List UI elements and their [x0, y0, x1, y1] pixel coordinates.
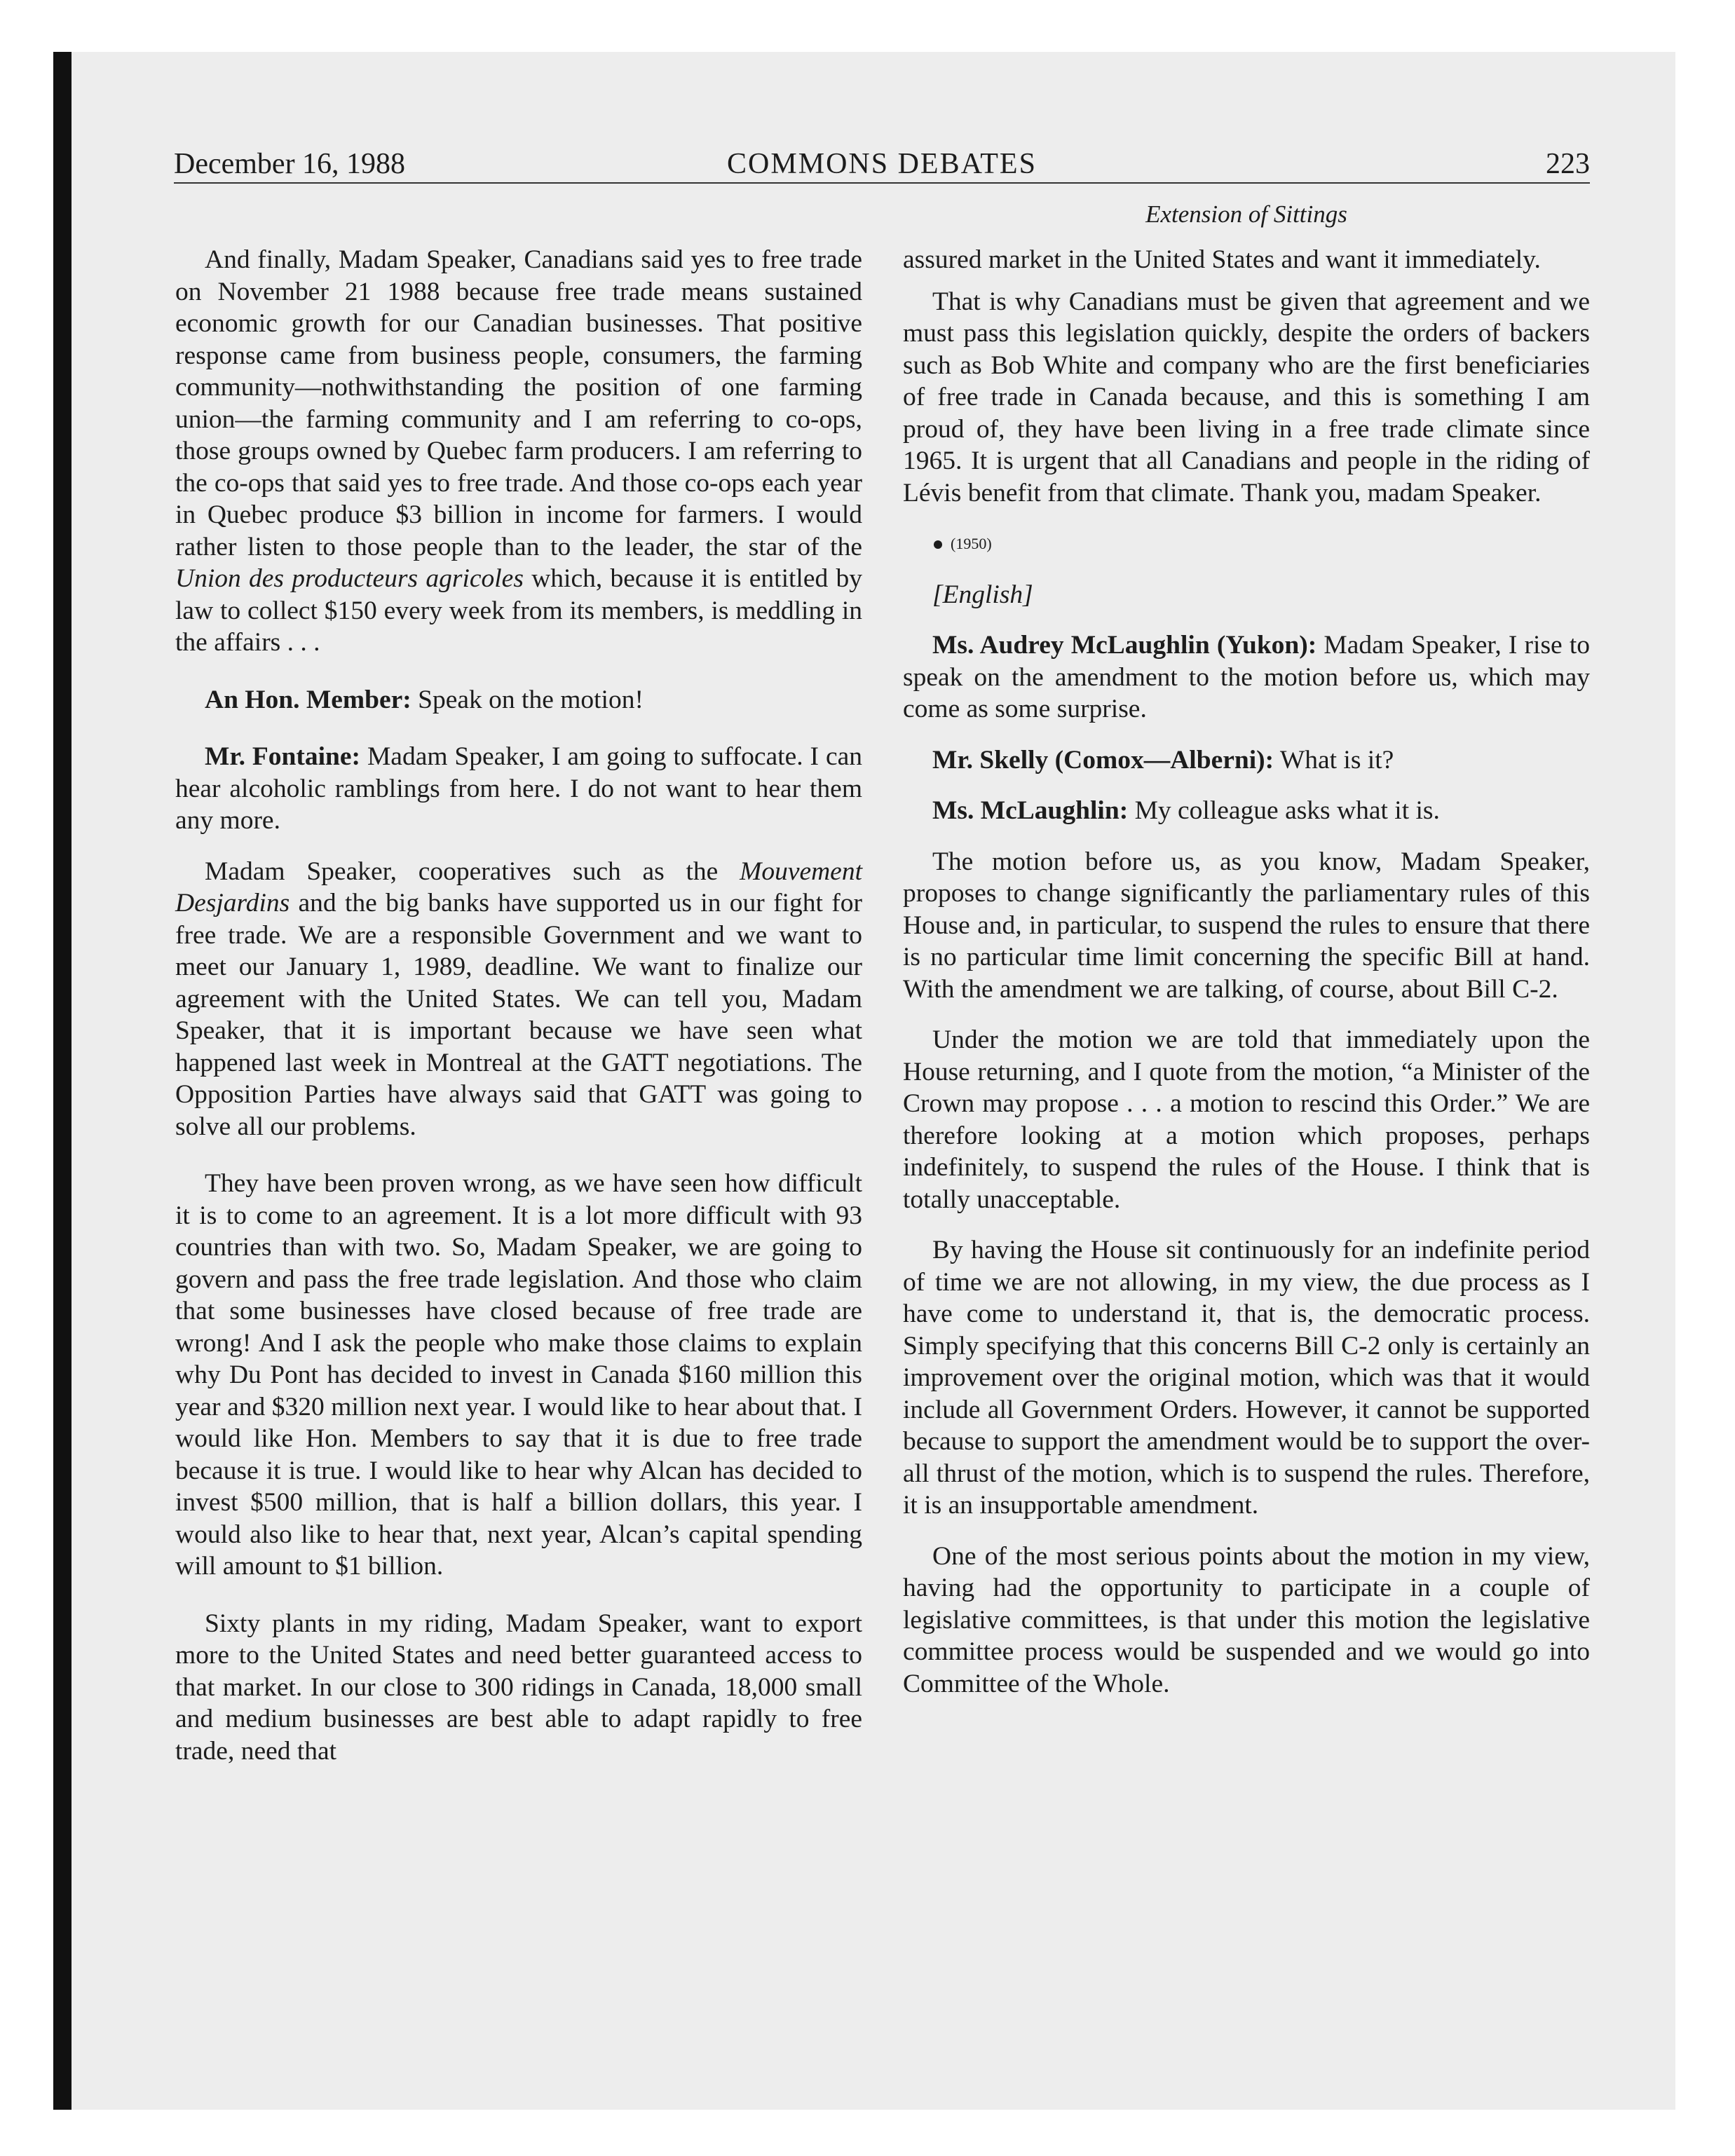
- italic-org-name: Union des producteurs agricoles: [175, 564, 524, 593]
- paragraph: That is why Canadians must be given that agreement and we must pass this legislation quickly, despite the orders of backers such as Bob White and company who are the first beneficiaries of free trade in Canada because, and this is something I am proud of, they have been living in a free trade climate since 1965. It is urgent that all Canadians and people in the riding of Lévis benefit from that climate. Thank you, madam Speaker.: [903, 287, 1590, 507]
- speech-mclaughlin: Ms. McLaughlin: My colleague asks what it is.: [932, 796, 1440, 825]
- paragraph: The motion before us, as you know, Madam Speaker, proposes to change significantly the parliamentary rules of this House and, in particular, to suspend the rules to ensure that there is no particular time limit concerning the specific Bill at hand. With the amendment we are talking, of course, about Bill C-2.: [903, 847, 1590, 1004]
- header-publication: COMMONS DEBATES: [727, 148, 1037, 180]
- speech-skelly: Mr. Skelly (Comox—Alberni): What is it?: [932, 745, 1394, 775]
- speaker-name: Mr. Fontaine:: [205, 742, 361, 771]
- scan-binding-edge: [53, 52, 72, 2110]
- language-marker: [English]: [932, 580, 1033, 609]
- header-date: December 16, 1988: [174, 148, 406, 180]
- header-page-number: 223: [1546, 148, 1590, 180]
- speaker-name: An Hon. Member:: [205, 685, 411, 714]
- speech-fontaine: Mr. Fontaine: Madam Speaker, I am going to suffocate. I can hear alcoholic ramblings from here. I do not want to hear them any more.: [175, 742, 862, 835]
- page-header: [174, 146, 1590, 184]
- paragraph: Sixty plants in my riding, Madam Speaker, want to export more to the United States and need better guaranteed access to that market. In our close to 300 ridings in Canada, 18,000 small and medium businesses are best able to adapt rapidly to free trade, need that: [175, 1609, 862, 1766]
- paragraph: Under the motion we are told that immediately upon the House returning, and I quote from the motion, “a Minister of the Crown may propose . . . a motion to rescind this Order.” We are therefore looking at a motion which proposes, perhaps indefinitely, to suspend the rules of the House. I think that is totally unacceptable.: [903, 1025, 1590, 1214]
- italic-org-name: Mouvement Desjardins: [175, 857, 862, 917]
- paragraph: assured market in the United States and want it immediately.: [903, 245, 1541, 274]
- section-title: Extension of Sittings: [1145, 200, 1347, 228]
- paragraph: By having the House sit continuously for an indefinite period of time we are not allowing, in my view, the due process as I have come to understand it, that is, the democratic process. Simply specifying that this concerns Bill C-2 only is certainly an improvement over the original motion, which was that it would include all Government Orders. However, it cannot be supported because to support the amendment would be to support the over-all thrust of the motion, which is to suspend the rules. Therefore, it is an insupportable amendment.: [903, 1236, 1590, 1520]
- speaker-name: Ms. Audrey McLaughlin (Yukon):: [932, 631, 1317, 660]
- paragraph: They have been proven wrong, as we have seen how difficult it is to come to an agreement. It is a lot more difficult with 93 countries than with two. So, Madam Speaker, we are going to govern and pass the free trade legislation. And those who claim that some businesses have closed because of free trade are wrong! And I ask the people who make those claims to explain why Du Pont has decided to invest in Canada $160 million this year and $320 million next year. I would like to hear about that. I would like Hon. Members to say that it is due to free trade because it is true. I would like to hear why Alcan has decided to invest $500 million, that is half a billion dollars, this year. I would also like to hear that, next year, Alcan’s capital spending will amount to $1 billion.: [175, 1169, 862, 1581]
- paragraph: And finally, Madam Speaker, Canadians said yes to free trade on November 21 1988 because free trade means sustained economic growth for our Canadian businesses. That positive response came from business people, consumers, the farming community—nothwithstanding the position of one farming union—the farming community and I am referring to co-ops, those groups owned by Quebec farm producers. I am referring to the co-ops that said yes to free trade. And those co-ops each year in Quebec produce $3 billion in income for farmers. I would rather listen to those people than to the leader, the star of the Union des producteurs agricoles which, because it is entitled by law to collect $150 every week from its members, is meddling in the affairs . . .: [175, 245, 862, 657]
- speech-audrey-mclaughlin: Ms. Audrey McLaughlin (Yukon): Madam Speaker, I rise to speak on the amendment to the motion before us, which may come as some surprise.: [903, 631, 1590, 723]
- paragraph: Madam Speaker, cooperatives such as the Mouvement Desjardins and the big banks have supported us in our fight for free trade. We are a responsible Government and we want to meet our January 1, 1989, deadline. We want to finalize our agreement with the United States. We can tell you, Madam Speaker, that it is important because we have seen what happened last week in Montreal at the GATT negotiations. The Opposition Parties have always said that GATT was going to solve all our problems.: [175, 857, 862, 1141]
- speaker-name: Ms. McLaughlin:: [932, 796, 1129, 825]
- time-marker: (1950): [903, 528, 1590, 560]
- bullet-icon: [934, 540, 942, 549]
- left-column: [175, 244, 862, 1786]
- paragraph: One of the most serious points about the motion in my view, having had the opportunity to participate in a couple of legislative committees, is that under this motion the legislative committee process would be suspended and we would go into Committee of the Whole.: [903, 1541, 1590, 1698]
- speaker-name: Mr. Skelly (Comox—Alberni):: [932, 745, 1274, 775]
- speech-hon-member: An Hon. Member: Speak on the motion!: [205, 685, 644, 714]
- right-column: [903, 244, 1590, 1719]
